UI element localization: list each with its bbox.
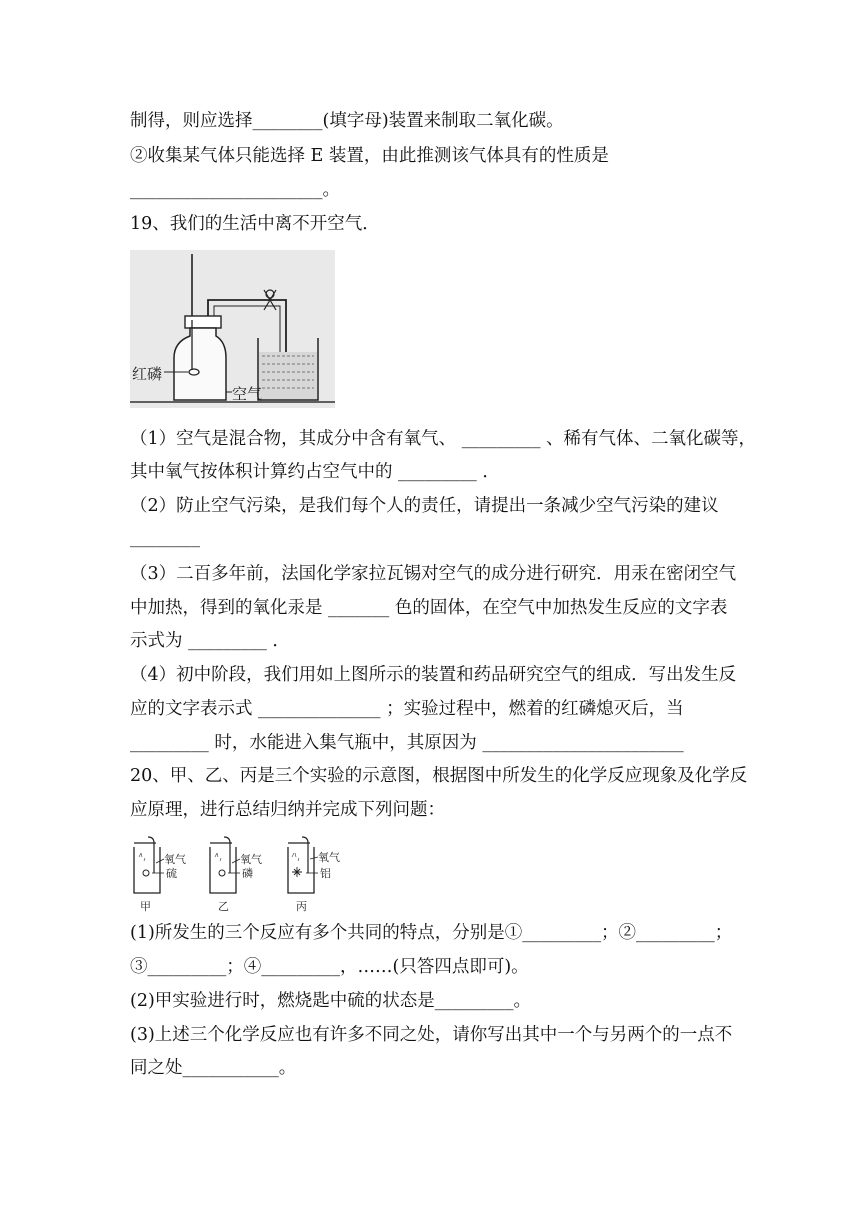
q20-part2-line: (2)甲实验进行时，燃烧匙中硫的状态是_________。: [130, 991, 532, 1011]
question-20-line-b: 应原理，进行总结归纳并完成下列问题：: [130, 800, 445, 820]
question-20-line-a: 20、甲、乙、丙是三个实验的示意图，根据图中所发生的化学反应现象及化学反: [130, 766, 748, 786]
q19-part2-line-b: ________: [130, 528, 200, 548]
q19-part3-line-c: 示式为 _________ ．: [130, 631, 290, 651]
combustion-experiments-figure: [130, 835, 365, 915]
air-composition-apparatus-figure: [130, 250, 335, 408]
q20-part1-line-b: ③_________；④_________，……(只答四点即可)。: [130, 957, 529, 977]
q19-part1-line-b: 其中氧气按体积计算约占空气中的 _________ ．: [130, 462, 500, 482]
q19-part3-line-b: 中加热，得到的氧化汞是 _______ 色的固体，在空气中加热发生反应的文字表: [130, 598, 728, 618]
jia-substance-label: 硫: [166, 867, 177, 880]
bing-gas-label: 氧气: [318, 851, 340, 864]
jia-gas-label: 氧气: [164, 853, 186, 866]
yi-caption: 乙: [218, 900, 229, 913]
text-line-3: ______________________。: [130, 180, 340, 200]
text-line-2: ②收集某气体只能选择 E 装置，由此推测该气体具有的性质是: [130, 146, 609, 166]
q20-part1-line-a: (1)所发生的三个反应有多个共同的特点，分别是①_________；②_________；: [130, 923, 733, 943]
q19-part2-line-a: （2）防止空气污染，是我们每个人的责任，请提出一条减少空气污染的建议: [130, 496, 719, 516]
text-line-1: 制得，则应选择________(填字母)装置来制取二氧化碳。: [130, 111, 564, 131]
q20-part3-line-a: (3)上述三个化学反应也有许多不同之处，请你写出其中一个与另两个的一点不: [130, 1025, 733, 1045]
q19-part4-line-a: （4）初中阶段，我们用如上图所示的装置和药品研究空气的组成．写出发生反: [130, 665, 737, 685]
experiment-bing: [288, 837, 340, 913]
label-air: 空气: [232, 385, 263, 403]
q19-part4-line-b: 应的文字表示式 ______________ ；实验过程中，燃着的红磷熄灭后，当: [130, 699, 684, 719]
yi-gas-label: 氧气: [240, 853, 262, 866]
q19-part3-line-a: （3）二百多年前，法国化学家拉瓦锡对空气的成分进行研究．用汞在密闭空气: [130, 564, 737, 584]
experiment-jia: [134, 837, 186, 913]
bing-substance-label: 铝: [320, 867, 331, 880]
question-19-title: 19、我们的生活中离不开空气．: [130, 214, 380, 234]
q19-part1-line-a: （1）空气是混合物，其成分中含有氧气、 _________ 、稀有气体、二氧化碳等，: [130, 429, 757, 449]
jia-caption: 甲: [140, 900, 151, 913]
bing-caption: 丙: [296, 900, 307, 913]
q19-part4-line-c: _________ 时，水能进入集气瓶中，其原因为 _______________________: [130, 733, 684, 753]
experiment-yi: [210, 837, 262, 913]
yi-substance-label: 磷: [242, 867, 253, 880]
q20-part3-line-b: 同之处___________。: [130, 1058, 297, 1078]
label-red-phosphorus: 红磷: [132, 365, 163, 383]
